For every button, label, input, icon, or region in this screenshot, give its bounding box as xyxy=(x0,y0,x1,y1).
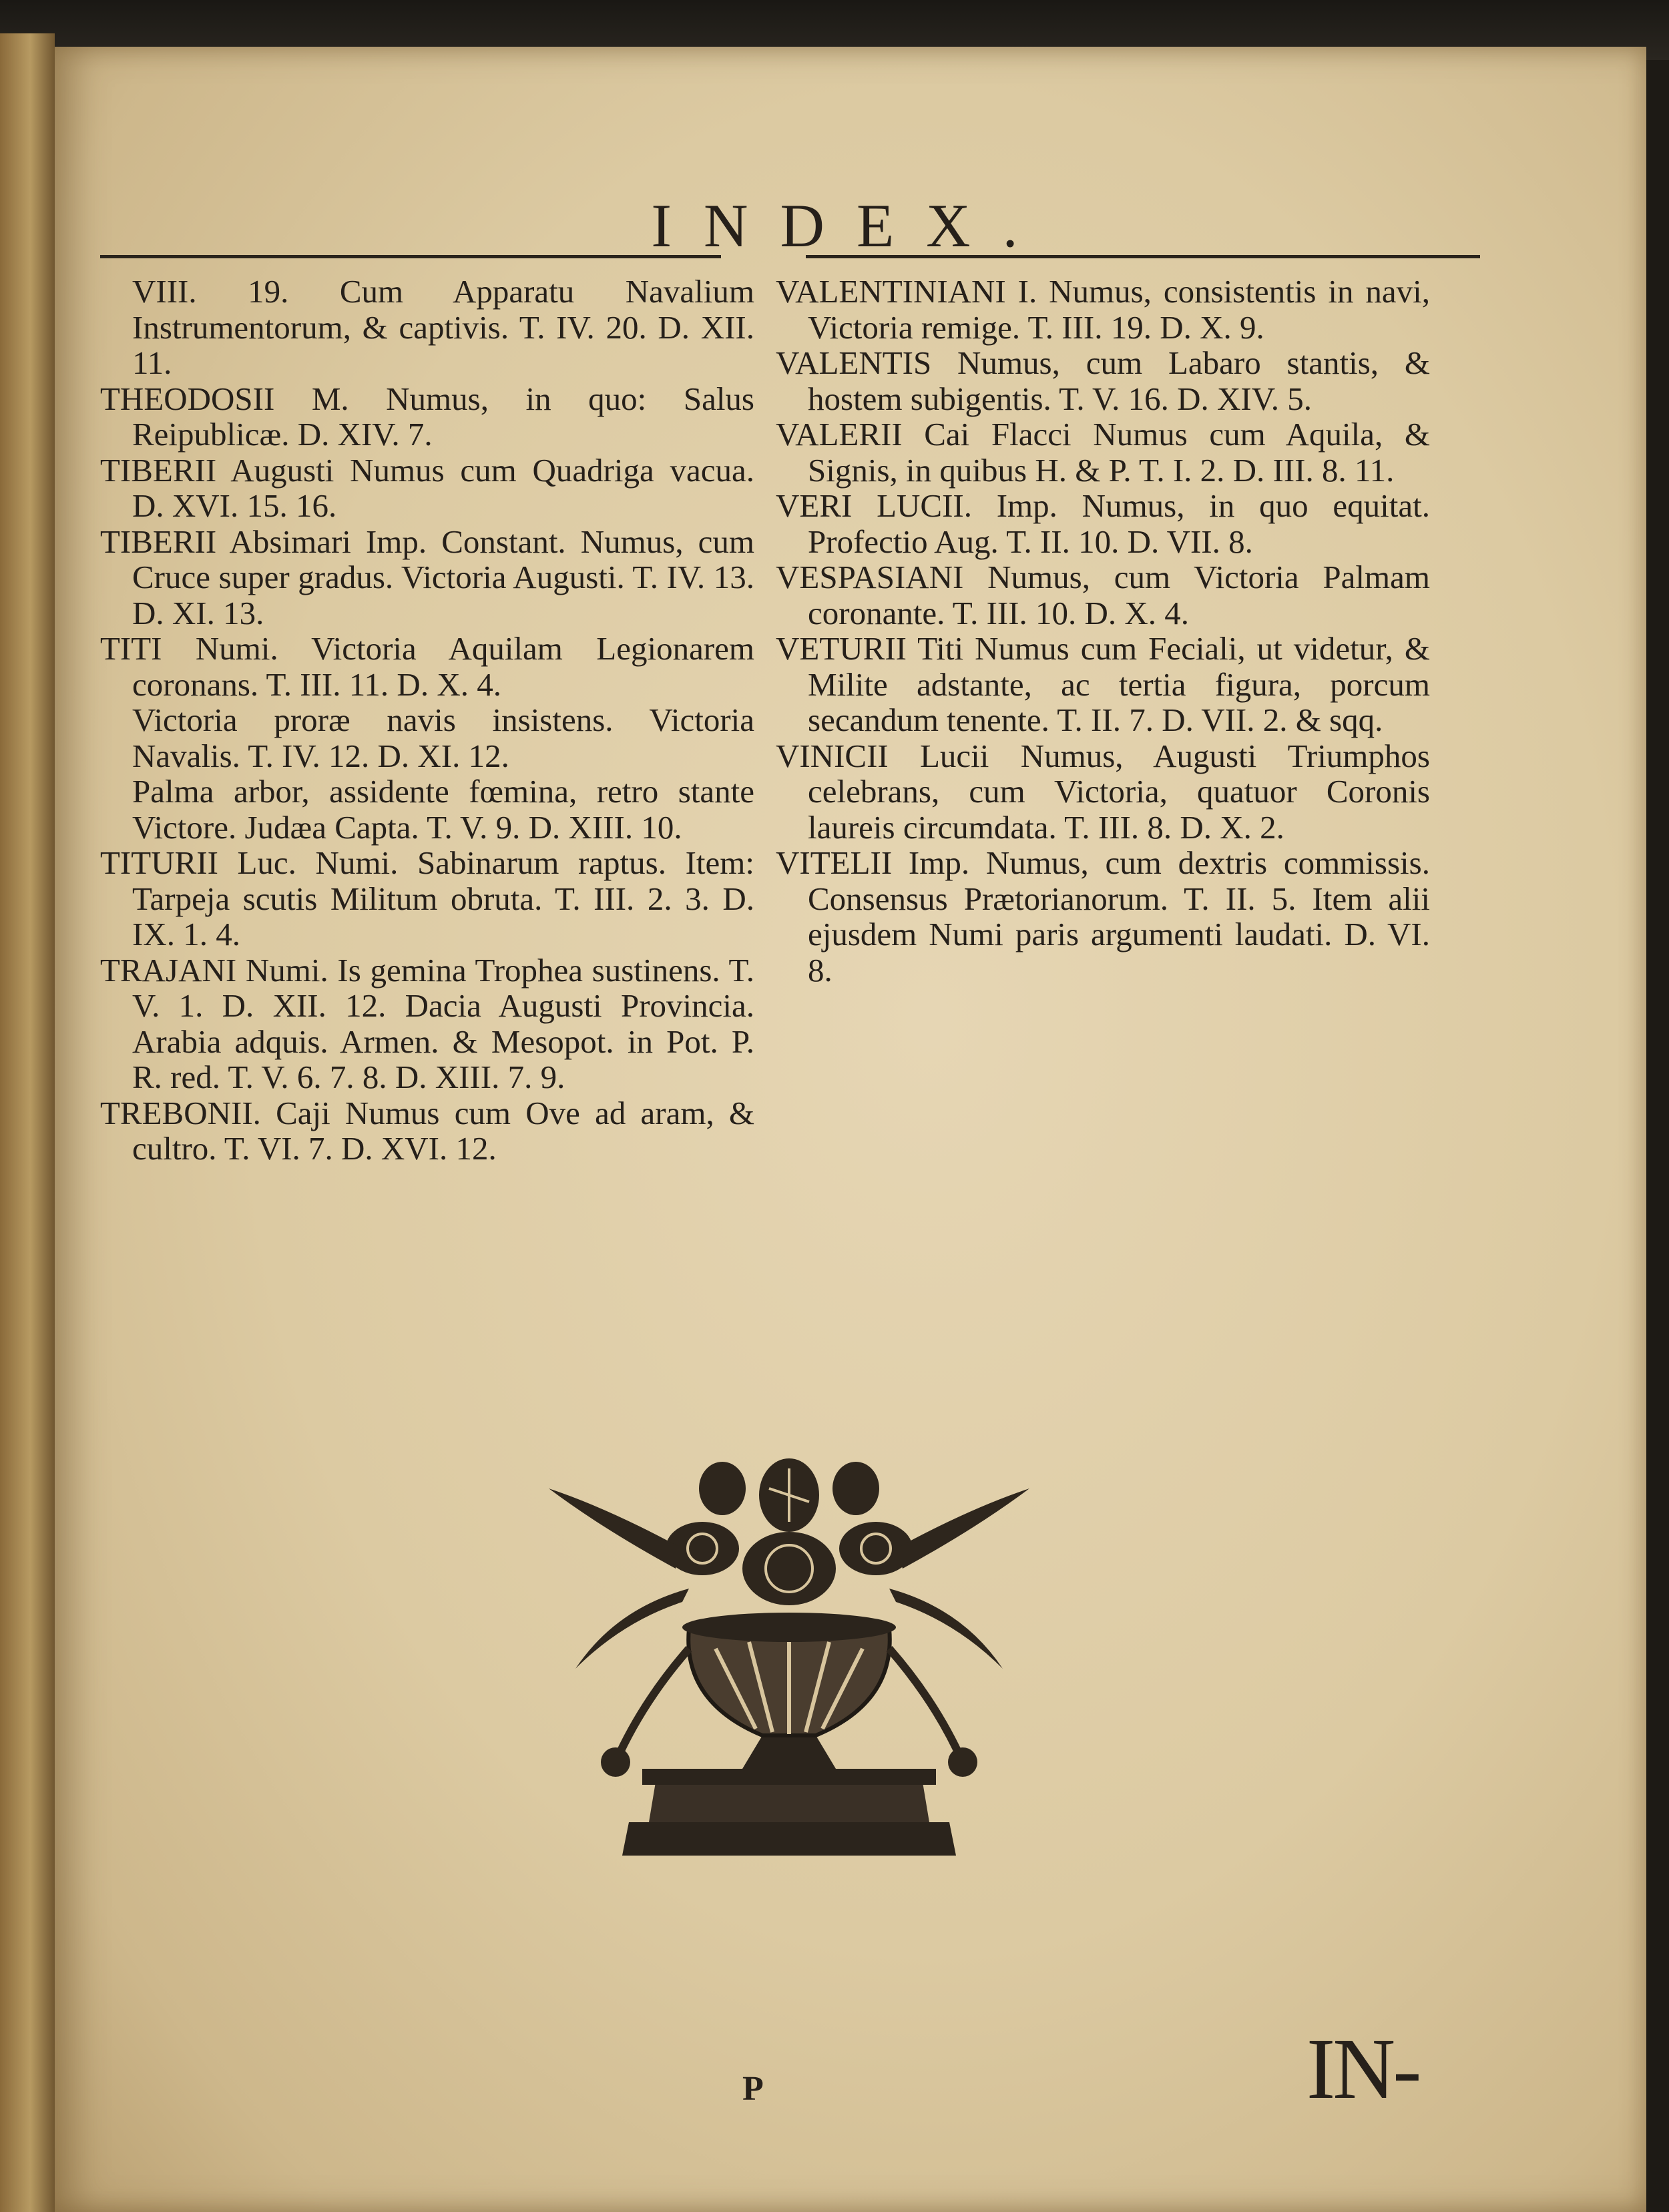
index-entry: TRAJANI Numi. Is gemina Trophea sustinens. T. V. 1. D. XII. 12. Dacia Augusti Provincia. Arabia adquis. Armen. & Mesopot. in Pot. P. R. red. T. V. 6. 7. 8. D. XIII. 7. 9. xyxy=(100,951,754,1095)
leaf-right-1 xyxy=(896,1488,1029,1569)
index-entry: Palma arbor, assidente fœmina, retro stante Victore. Judæa Capta. T. V. 9. D. XIII. 10. xyxy=(132,773,754,846)
index-entry: TITURII Luc. Numi. Sabinarum raptus. Item: Tarpeja scutis Militum obruta. T. III. 2. 3. D. IX. 1. 4. xyxy=(100,844,754,952)
index-entry: VESPASIANI Numus, cum Victoria Palmam coronante. T. III. 10. D. X. 4. xyxy=(776,559,1430,631)
bud-right xyxy=(948,1747,977,1777)
index-column-right xyxy=(776,274,1430,988)
vine-left xyxy=(616,1649,689,1762)
index-entry: VETURII Titi Numus cum Feciali, ut videtur, & Milite adstante, ac tertia figura, porcum secandum tenente. T. II. 7. D. VII. 2. & sqq. xyxy=(776,630,1430,738)
vine-right xyxy=(889,1649,963,1762)
index-entry: VERI LUCII. Imp. Numus, in quo equitat. Profectio Aug. T. II. 10. D. VII. 8. xyxy=(776,487,1430,560)
flower-top-left xyxy=(699,1462,746,1515)
index-column-left xyxy=(100,274,754,1167)
pedestal-base xyxy=(622,1822,956,1856)
leaf-left-1 xyxy=(549,1488,682,1569)
index-entry: TIBERII Augusti Numus cum Quadriga vacua. D. XVI. 15. 16. xyxy=(100,451,754,524)
page-title: INDEX. xyxy=(651,192,1050,260)
header-rule-left xyxy=(100,255,721,258)
index-entry: VALENTIS Numus, cum Labaro stantis, & hostem subigentis. T. V. 16. D. XIV. 5. xyxy=(776,344,1430,417)
book-page xyxy=(55,47,1646,2212)
catchword: IN- xyxy=(1306,2021,1419,2117)
index-entry: TIBERII Absimari Imp. Constant. Numus, cum Cruce super gradus. Victoria Augusti. T. IV. 13. D. XI. 13. xyxy=(100,523,754,631)
index-entry: VALERII Cai Flacci Numus cum Aquila, & Signis, in quibus H. & P. T. I. 2. D. III. 8. 11. xyxy=(776,416,1430,489)
flower-basket-ornament xyxy=(522,1448,1056,1889)
index-entry: VITELII Imp. Numus, cum dextris commissis. Consensus Prætorianorum. T. II. 5. Item alii ejusdem Numi paris argumenti laudati. D. VI. 8. xyxy=(776,844,1430,989)
pedestal-top xyxy=(649,1782,929,1822)
index-entry: Victoria proræ navis insistens. Victoria Navalis. T. IV. 12. D. XI. 12. xyxy=(132,702,754,774)
index-entry: TREBONII. Caji Numus cum Ove ad aram, & cultro. T. VI. 7. D. XVI. 12. xyxy=(100,1094,754,1167)
index-entry: THEODOSII M. Numus, in quo: Salus Reipublicæ. D. XIV. 7. xyxy=(100,380,754,453)
flower-center xyxy=(742,1532,836,1605)
flower-top-right xyxy=(832,1462,879,1515)
bud-left xyxy=(601,1747,630,1777)
leaf-right-2 xyxy=(889,1589,1003,1669)
index-entry: VIII. 19. Cum Apparatu Navalium Instrumentorum, & captivis. T. IV. 20. D. XII. 11. xyxy=(132,273,754,381)
index-entry: VALENTINIANI I. Numus, consistentis in navi, Victoria remige. T. III. 19. D. X. 9. xyxy=(776,273,1430,346)
urn-rim xyxy=(682,1613,896,1642)
facing-page-edge xyxy=(0,33,55,2212)
header-rule-right xyxy=(806,255,1480,258)
leaf-left-2 xyxy=(575,1589,689,1669)
pedestal-cap xyxy=(642,1769,936,1785)
signature-mark: P xyxy=(742,2070,764,2108)
index-entry: TITI Numi. Victoria Aquilam Legionarem coronans. T. III. 11. D. X. 4. xyxy=(100,630,754,703)
urn-stem xyxy=(742,1735,836,1769)
index-entry: VINICII Lucii Numus, Augusti Triumphos celebrans, cum Victoria, quatuor Coronis laureis circumdata. T. III. 8. D. X. 2. xyxy=(776,737,1430,846)
